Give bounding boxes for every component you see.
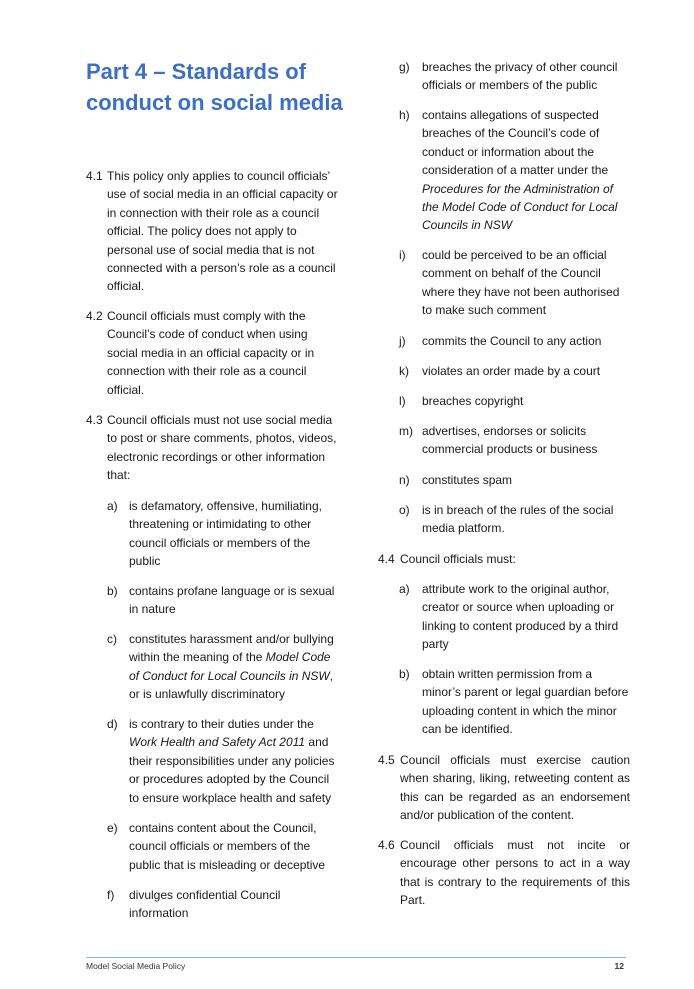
clause-number: 4.3 (86, 413, 103, 427)
clause-text: Council officials must comply with the Council’s code of conduct when using social media in an official capacity or in connection with their role as a council official. (107, 309, 315, 397)
item-text: attribute work to the original author, creator or source when uploading or linking to content produced by a third party (422, 582, 619, 652)
item-label: o) (399, 503, 410, 517)
item-text: is defamatory, offensive, humiliating, threatening or intimidating to other council officials or members of the public (129, 499, 322, 569)
item-label: i) (399, 248, 406, 262)
list-item (399, 106, 632, 235)
item-text: is in breach of the rules of the social media platform. (422, 503, 614, 536)
item-text: violates an order made by a court (422, 364, 601, 378)
footer-document-title: Model Social Media Policy (86, 961, 186, 971)
item-text: obtain written permission from a minor’s parent or legal guardian before uploading content in which the minor can be identified. (422, 667, 629, 737)
item-text: contains profane language or is sexual in nature (129, 584, 335, 617)
clause-number: 4.5 (378, 753, 395, 767)
clause-4-4 (378, 550, 630, 568)
clause-4-1 (86, 167, 338, 296)
list-item (399, 422, 632, 459)
item-label: h) (399, 108, 410, 122)
list-item (399, 362, 632, 380)
footer-page-number: 12 (614, 961, 624, 971)
list-item (399, 580, 632, 654)
list-item (399, 665, 632, 739)
clause-text: This policy only applies to council officials’ use of social media in an official capacity or in connection with their role as a council official. The policy does not apply to personal use of social media that is not connected with a person’s role as a council official. (107, 169, 338, 294)
item-label: b) (399, 667, 410, 681)
item-text: commits the Council to any action (422, 334, 602, 348)
citation: Procedures for the Administration of the Model Code of Conduct for Local Councils in NSW (422, 181, 618, 233)
list-item (107, 630, 338, 704)
item-label: a) (107, 499, 118, 513)
item-text: is contrary to their duties under the Work Health and Safety Act 2011 and their responsibilities under any policies or procedures adopted by the Council to ensure workplace health and safety (129, 717, 335, 805)
clause-number: 4.1 (86, 169, 103, 183)
item-text: could be perceived to be an official comment on behalf of the Council where they have not been authorised to make such comment (422, 248, 620, 318)
item-text: contains content about the Council, council officials or members of the public that is misleading or deceptive (129, 821, 326, 872)
clause-text: Council officials must not incite or encourage other persons to act in a way that is contrary to the requirements of this Part. (400, 838, 630, 908)
item-text: breaches copyright (422, 394, 524, 408)
item-label: b) (107, 584, 118, 598)
item-text: breaches the privacy of other council officials or members of the public (422, 60, 618, 93)
list-item (399, 501, 632, 538)
list-item (107, 715, 338, 807)
item-label: c) (107, 632, 117, 646)
item-label: m) (399, 424, 413, 438)
clause-number: 4.4 (378, 552, 395, 566)
list-item (399, 246, 632, 320)
footer-divider (86, 957, 626, 958)
list-item (107, 582, 338, 619)
list-item (107, 886, 338, 923)
list-item (399, 471, 632, 489)
page-title: Part 4 – Standards of conduct on social media (86, 59, 343, 115)
list-item (399, 58, 632, 95)
clause-number: 4.6 (378, 838, 395, 852)
item-text: divulges confidential Council information (129, 888, 281, 921)
item-label: j) (399, 334, 406, 348)
item-label: n) (399, 473, 410, 487)
clause-4-3 (86, 411, 338, 485)
clause-number: 4.2 (86, 309, 103, 323)
list-item (107, 497, 338, 571)
citation: Work Health and Safety Act 2011 (129, 735, 306, 750)
item-text: contains allegations of suspected breaches of the Council’s code of conduct or information about the consideration of a matter under the Procedures for the Administration of the Model Code of Conduct for Local Councils in NSW (422, 108, 618, 233)
item-label: g) (399, 60, 410, 74)
list-item (399, 392, 632, 410)
citation: Model Code of Conduct for Local Councils in NSW (129, 650, 331, 683)
clause-text: Council officials must: (400, 552, 516, 566)
clause-text: Council officials must exercise caution when sharing, liking, retweeting content as this can be regarded as an endorsement and/or publication of the content. (400, 753, 630, 823)
item-label: a) (399, 582, 410, 596)
clause-4-2 (86, 307, 338, 399)
item-label: k) (399, 364, 409, 378)
list-item (107, 819, 338, 874)
item-label: f) (107, 888, 115, 902)
list-item (399, 332, 632, 350)
clause-4-6 (378, 836, 630, 910)
item-text: advertises, endorses or solicits commercial products or business (422, 424, 598, 457)
item-label: e) (107, 821, 118, 835)
item-text: constitutes harassment and/or bullying within the meaning of the Model Code of Conduct for Local Councils in NSW, or is unlawfully discriminatory (129, 632, 334, 702)
clause-text: Council officials must not use social media to post or share comments, photos, videos, electronic recordings or other information that: (107, 413, 337, 483)
clause-4-5 (378, 751, 630, 825)
item-label: l) (399, 394, 406, 408)
item-text: constitutes spam (422, 473, 513, 487)
item-label: d) (107, 717, 118, 731)
